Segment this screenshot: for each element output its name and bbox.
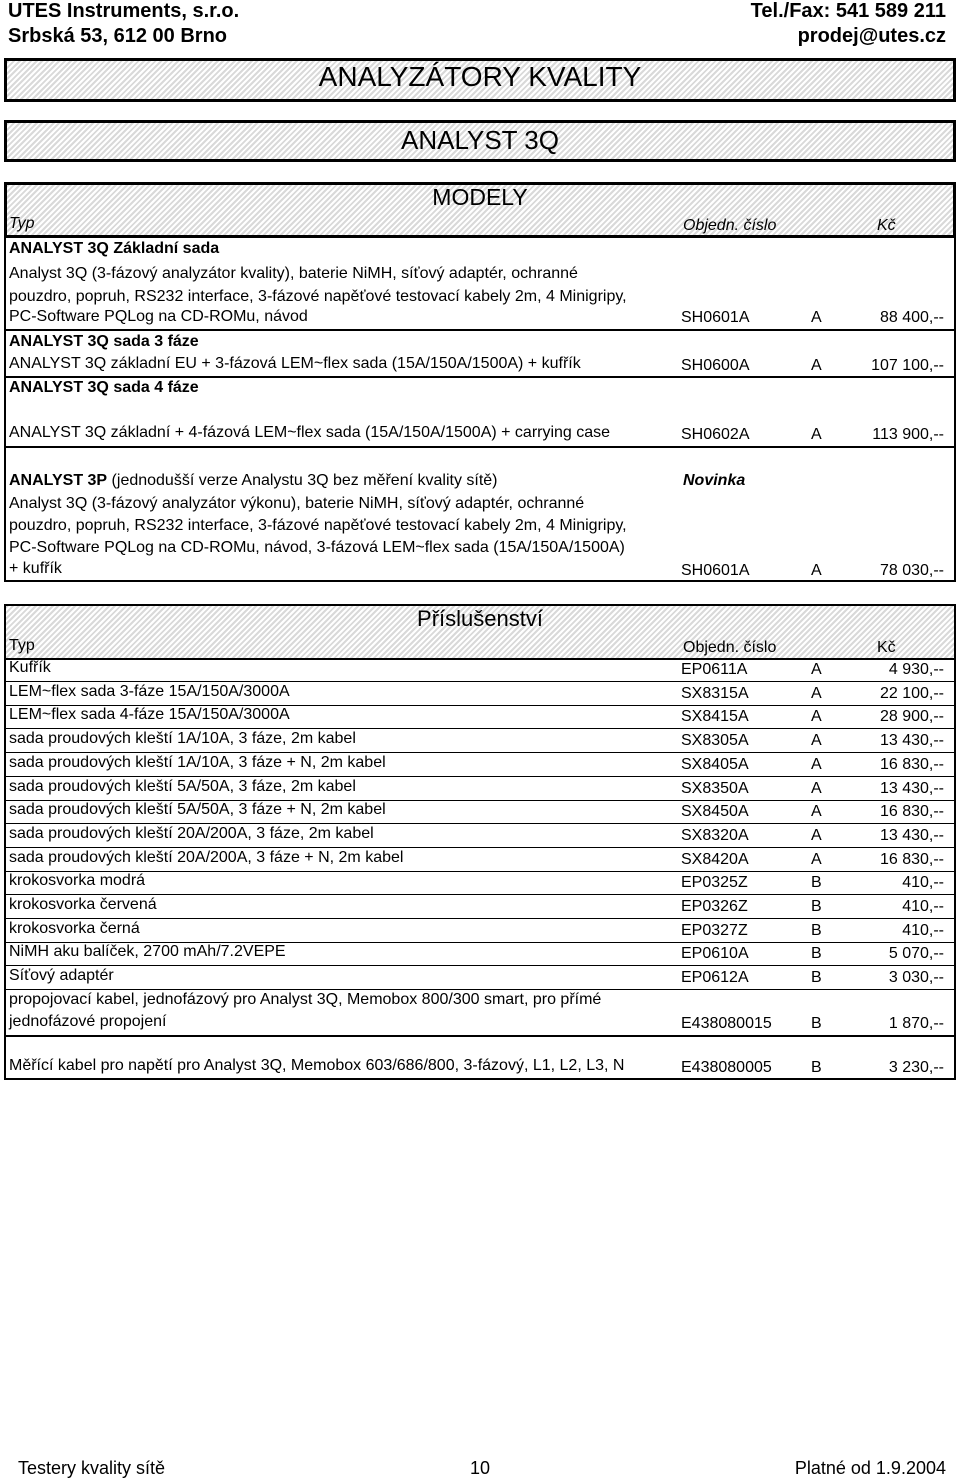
accessory-name: sada proudových kleští 1A/10A, 3 fáze, 2m kabel: [9, 730, 356, 748]
row-divider: [4, 918, 956, 919]
group1-code: SH0601A: [681, 309, 750, 326]
accessory-class: A: [811, 708, 822, 726]
accessory-class: A: [811, 755, 822, 773]
cable1-code: E438080015: [681, 1015, 772, 1032]
accessory-code: SX8350A: [681, 779, 749, 797]
group4-code: SH0601A: [681, 562, 750, 579]
accessory-name: sada proudových kleští 1A/10A, 3 fáze + N, 2m kabel: [9, 753, 386, 771]
company-address: Srbská 53, 612 00 Brno: [8, 25, 228, 47]
cable2-name: Měřící kabel pro napětí pro Analyst 3Q, Memobox 603/686/800, 3-fázový, L1, L2, L3, N: [9, 1057, 625, 1074]
accessory-price: 22 100,--: [879, 684, 944, 702]
accessory-price: 5 070,--: [888, 945, 944, 963]
group2-class: A: [811, 357, 822, 374]
group4-line-3: PC-Software PQLog na CD-ROMu, návod, 3-fázová LEM~flex sada (15A/150A/1500A): [9, 539, 625, 556]
group3-price: 113 900,--: [872, 426, 944, 443]
page-number: 10: [470, 1458, 491, 1478]
accessory-class: A: [811, 732, 822, 750]
accessory-price: 13 430,--: [879, 826, 944, 844]
group4-line-1: Analyst 3Q (3-fázový analyzátor výkonu), baterie NiMH, síťový adaptér, ochranné: [9, 495, 585, 512]
accessory-name: sada proudových kleští 20A/200A, 3 fáze + N, 2m kabel: [9, 848, 404, 866]
accessory-code: SX8450A: [681, 803, 749, 821]
group1-line-2: pouzdro, popruh, RS232 interface, 3-fázové napěťové testovací kabely 2m, 4 Minigripy,: [9, 288, 627, 305]
accessory-class: A: [811, 661, 822, 678]
accessory-code: SX8415A: [681, 708, 749, 726]
row-divider: [4, 871, 956, 872]
accessory-code: EP0612A: [681, 969, 749, 987]
group1-line-1: Analyst 3Q (3-fázový analyzátor kvality), baterie NiMH, síťový adaptér, ochranné: [9, 265, 578, 282]
accessory-class: B: [811, 898, 822, 915]
accessory-code: SX8405A: [681, 755, 749, 773]
accessory-price: 4 930,--: [888, 661, 944, 678]
accessory-code: EP0610A: [681, 945, 749, 963]
divider: [4, 1035, 956, 1037]
accessory-code: SX8305A: [681, 732, 749, 750]
accessory-class: A: [811, 779, 822, 797]
group4-title: [9, 472, 498, 490]
cable1-class: B: [811, 1015, 822, 1032]
divider: [4, 329, 956, 331]
banner-subtitle: ANALYST 3Q: [401, 125, 559, 155]
group2-code: SH0600A: [681, 357, 750, 374]
cable1-price: 1 870,--: [888, 1015, 944, 1032]
accessory-price: 410,--: [902, 921, 944, 939]
accessories-heading: Příslušenství: [417, 606, 543, 631]
acc-col-price: Kč: [877, 639, 896, 656]
acc-col-type: Typ: [9, 637, 35, 654]
accessory-price: 28 900,--: [879, 708, 944, 726]
company-phone: Tel./Fax: 541 589 211: [750, 0, 946, 22]
accessory-name: sada proudových kleští 5A/50A, 3 fáze + N, 2m kabel: [9, 801, 386, 819]
accessory-name: Kufřík: [9, 659, 51, 676]
accessory-name: krokosvorka červená: [9, 896, 157, 913]
group1-price: 88 400,--: [879, 309, 944, 326]
models-col-price: Kč: [877, 217, 896, 234]
accessory-code: SX8320A: [681, 826, 749, 844]
divider: [4, 446, 956, 448]
accessory-code: EP0326Z: [681, 898, 748, 915]
accessory-name: Síťový adaptér: [9, 967, 114, 985]
accessory-name: NiMH aku balíček, 2700 mAh/7.2VEPE: [9, 943, 286, 961]
accessory-name: LEM~flex sada 4-fáze 15A/150A/3000A: [9, 706, 290, 724]
footer-left: Testery kvality sítě: [18, 1458, 166, 1478]
accessory-code: EP0325Z: [681, 874, 748, 892]
company-email[interactable]: prodej@utes.cz: [797, 25, 946, 47]
accessory-code: SX8315A: [681, 684, 749, 702]
group2-title: ANALYST 3Q sada 3 fáze: [9, 333, 199, 350]
models-col-type: Typ: [9, 215, 35, 232]
accessory-class: A: [811, 826, 822, 844]
accessory-code: SX8420A: [681, 850, 749, 868]
group1-title: ANALYST 3Q Základní sada: [9, 240, 220, 257]
group4-title-bold: ANALYST 3P: [9, 472, 108, 489]
accessory-price: 13 430,--: [879, 732, 944, 750]
group3-line: ANALYST 3Q základní + 4-fázová LEM~flex sada (15A/150A/1500A) + carrying case: [9, 424, 611, 441]
accessory-price: 16 830,--: [879, 803, 944, 821]
accessory-price: 3 030,--: [888, 969, 944, 987]
group3-title: ANALYST 3Q sada 4 fáze: [9, 379, 199, 396]
accessory-name: krokosvorka černá: [9, 919, 140, 937]
group4-title-rest: (jednodušší verze Analystu 3Q bez měření kvality sítě): [107, 472, 498, 489]
cable2-code: E438080005: [681, 1059, 772, 1076]
footer-right: Platné od 1.9.2004: [794, 1458, 946, 1478]
accessory-class: A: [811, 803, 822, 821]
acc-col-code: Objedn. číslo: [683, 639, 777, 656]
group4-price: 78 030,--: [879, 562, 944, 579]
accessory-price: 410,--: [902, 874, 944, 892]
banner-title: ANALYZÁTORY KVALITY: [318, 61, 642, 92]
group3-class: A: [811, 426, 822, 443]
row-divider: [4, 989, 956, 990]
group4-class: A: [811, 562, 822, 579]
accessory-name: sada proudových kleští 20A/200A, 3 fáze, 2m kabel: [9, 824, 374, 842]
accessory-price: 13 430,--: [879, 779, 944, 797]
models-heading: MODELY: [432, 184, 528, 210]
accessory-name: sada proudových kleští 5A/50A, 3 fáze, 2m kabel: [9, 777, 356, 795]
group2-price: 107 100,--: [871, 357, 944, 374]
group1-line-3: PC-Software PQLog na CD-ROMu, návod: [9, 308, 308, 325]
models-col-code: Objedn. číslo: [683, 217, 777, 234]
accessory-price: 16 830,--: [879, 755, 944, 773]
row-divider: [4, 965, 956, 966]
group3-code: SH0602A: [681, 426, 750, 443]
company-name: UTES Instruments, s.r.o.: [8, 0, 240, 22]
accessory-class: A: [811, 850, 822, 868]
group4-line-2: pouzdro, popruh, RS232 interface, 3-fázové napěťové testovací kabely 2m, 4 Minigripy,: [9, 517, 627, 534]
accessory-class: B: [811, 874, 822, 892]
accessory-price: 16 830,--: [879, 850, 944, 868]
cable2-class: B: [811, 1059, 822, 1076]
new-badge: Novinka: [683, 472, 746, 489]
accessory-code: EP0611A: [681, 661, 748, 678]
divider: [4, 376, 956, 378]
accessory-price: 410,--: [902, 898, 944, 915]
accessory-class: B: [811, 945, 822, 963]
accessory-name: krokosvorka modrá: [9, 872, 146, 890]
accessory-code: EP0327Z: [681, 921, 748, 939]
group4-line-4: + kufřík: [9, 560, 62, 577]
accessory-class: B: [811, 921, 822, 939]
cable2-price: 3 230,--: [888, 1059, 944, 1076]
cable1-line-1: propojovací kabel, jednofázový pro Analyst 3Q, Memobox 800/300 smart, pro přímé: [9, 991, 602, 1008]
cable1-line-2: jednofázové propojení: [9, 1013, 167, 1030]
group1-class: A: [811, 309, 822, 326]
accessory-name: LEM~flex sada 3-fáze 15A/150A/3000A: [9, 682, 290, 700]
accessory-class: A: [811, 684, 822, 702]
accessory-class: B: [811, 969, 822, 987]
group2-line: ANALYST 3Q základní EU + 3-fázová LEM~flex sada (15A/150A/1500A) + kufřík: [9, 355, 581, 372]
